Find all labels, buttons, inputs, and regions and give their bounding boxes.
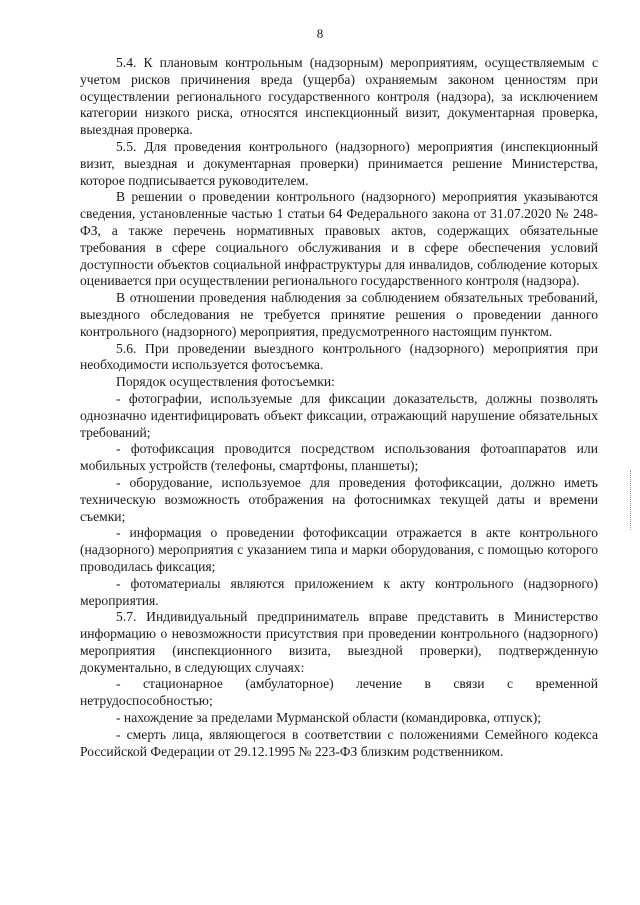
list-item: - фотографии, используемые для фиксации доказательств, должны позволять однозначно идентифицировать объект фиксации, отражающий нарушение обязательных требований; (80, 390, 598, 440)
list-item: - стационарное (амбулаторное) лечение в связи с временной нетрудоспособностью; (80, 676, 598, 709)
page-number: 8 (316, 26, 324, 41)
document-body (80, 55, 598, 760)
paragraph-5-5: 5.5. Для проведения контрольного (надзорного) мероприятия (инспекционный визит, выездная и документарная проверки) принимается решение Министерства, которое подписывается руководителем. (80, 138, 598, 188)
paragraph-observation: В отношении проведения наблюдения за соблюдением обязательных требований, выездного обследования не требуется принятие решения о проведении данного контрольного (надзорного) мероприятия, предусмотренного настоящим пунктом. (80, 290, 598, 339)
list-item: - оборудование, используемое для проведения фотофиксации, должно иметь техническую возможность отображения на фотоснимках текущей даты и времени съемки; (80, 474, 598, 524)
list-item: - смерть лица, являющегося в соответствии с положениями Семейного кодекса Российской Федерации от 29.12.1995 № 223-ФЗ близким родственником. (80, 726, 598, 759)
paragraph-5-6: 5.6. При проведении выездного контрольного (надзорного) мероприятия при необходимости используется фотосъемка. (80, 340, 598, 373)
list-item: - фотоматериалы являются приложением к акту контрольного (надзорного) мероприятия. (80, 575, 598, 608)
paragraph-5-4: 5.4. К плановым контрольным (надзорным) мероприятиям, осуществляемым с учетом рисков причинения вреда (ущерба) охраняемым законом ценностям при осуществлении регионального государственного контроля (надзора), за исключением категории низкого риска, относятся инспекционный визит, документарная проверка, выездная проверка. (80, 55, 598, 138)
paragraph-photo-procedure: Порядок осуществления фотосъемки: (116, 374, 335, 390)
margin-scan-mark (630, 470, 635, 530)
list-item: - фотофиксация проводится посредством использования фотоаппаратов или мобильных устройств (телефоны, смартфоны, планшеты); (80, 441, 598, 474)
list-item: - нахождение за пределами Мурманской области (командировка, отпуск); (116, 710, 542, 726)
paragraph-decision-details: В решении о проведении контрольного (надзорного) мероприятия указываются сведения, установленные частью 1 статьи 64 Федерального закона от 31.07.2020 № 248-ФЗ, а также перечень нормативных правовых актов, содержащих обязательные требования в сфере социального обслуживания и в сфере обеспечения условий доступности объектов социальной инфраструктуры для инвалидов, соблюдение которых оценивается при осуществлении регионального государственного контроля (надзора). (80, 189, 598, 289)
list-item: - информация о проведении фотофиксации отражается в акте контрольного (надзорного) мероприятия с указанием типа и марки оборудования, с помощью которого проводилась фиксация; (80, 525, 598, 574)
paragraph-5-7: 5.7. Индивидуальный предприниматель вправе представить в Министерство информацию о невозможности присутствия при проведении контрольного (надзорного) мероприятия (инспекционного визита, выездной проверки), подтвержденную документально, в следующих случаях: (80, 609, 598, 675)
